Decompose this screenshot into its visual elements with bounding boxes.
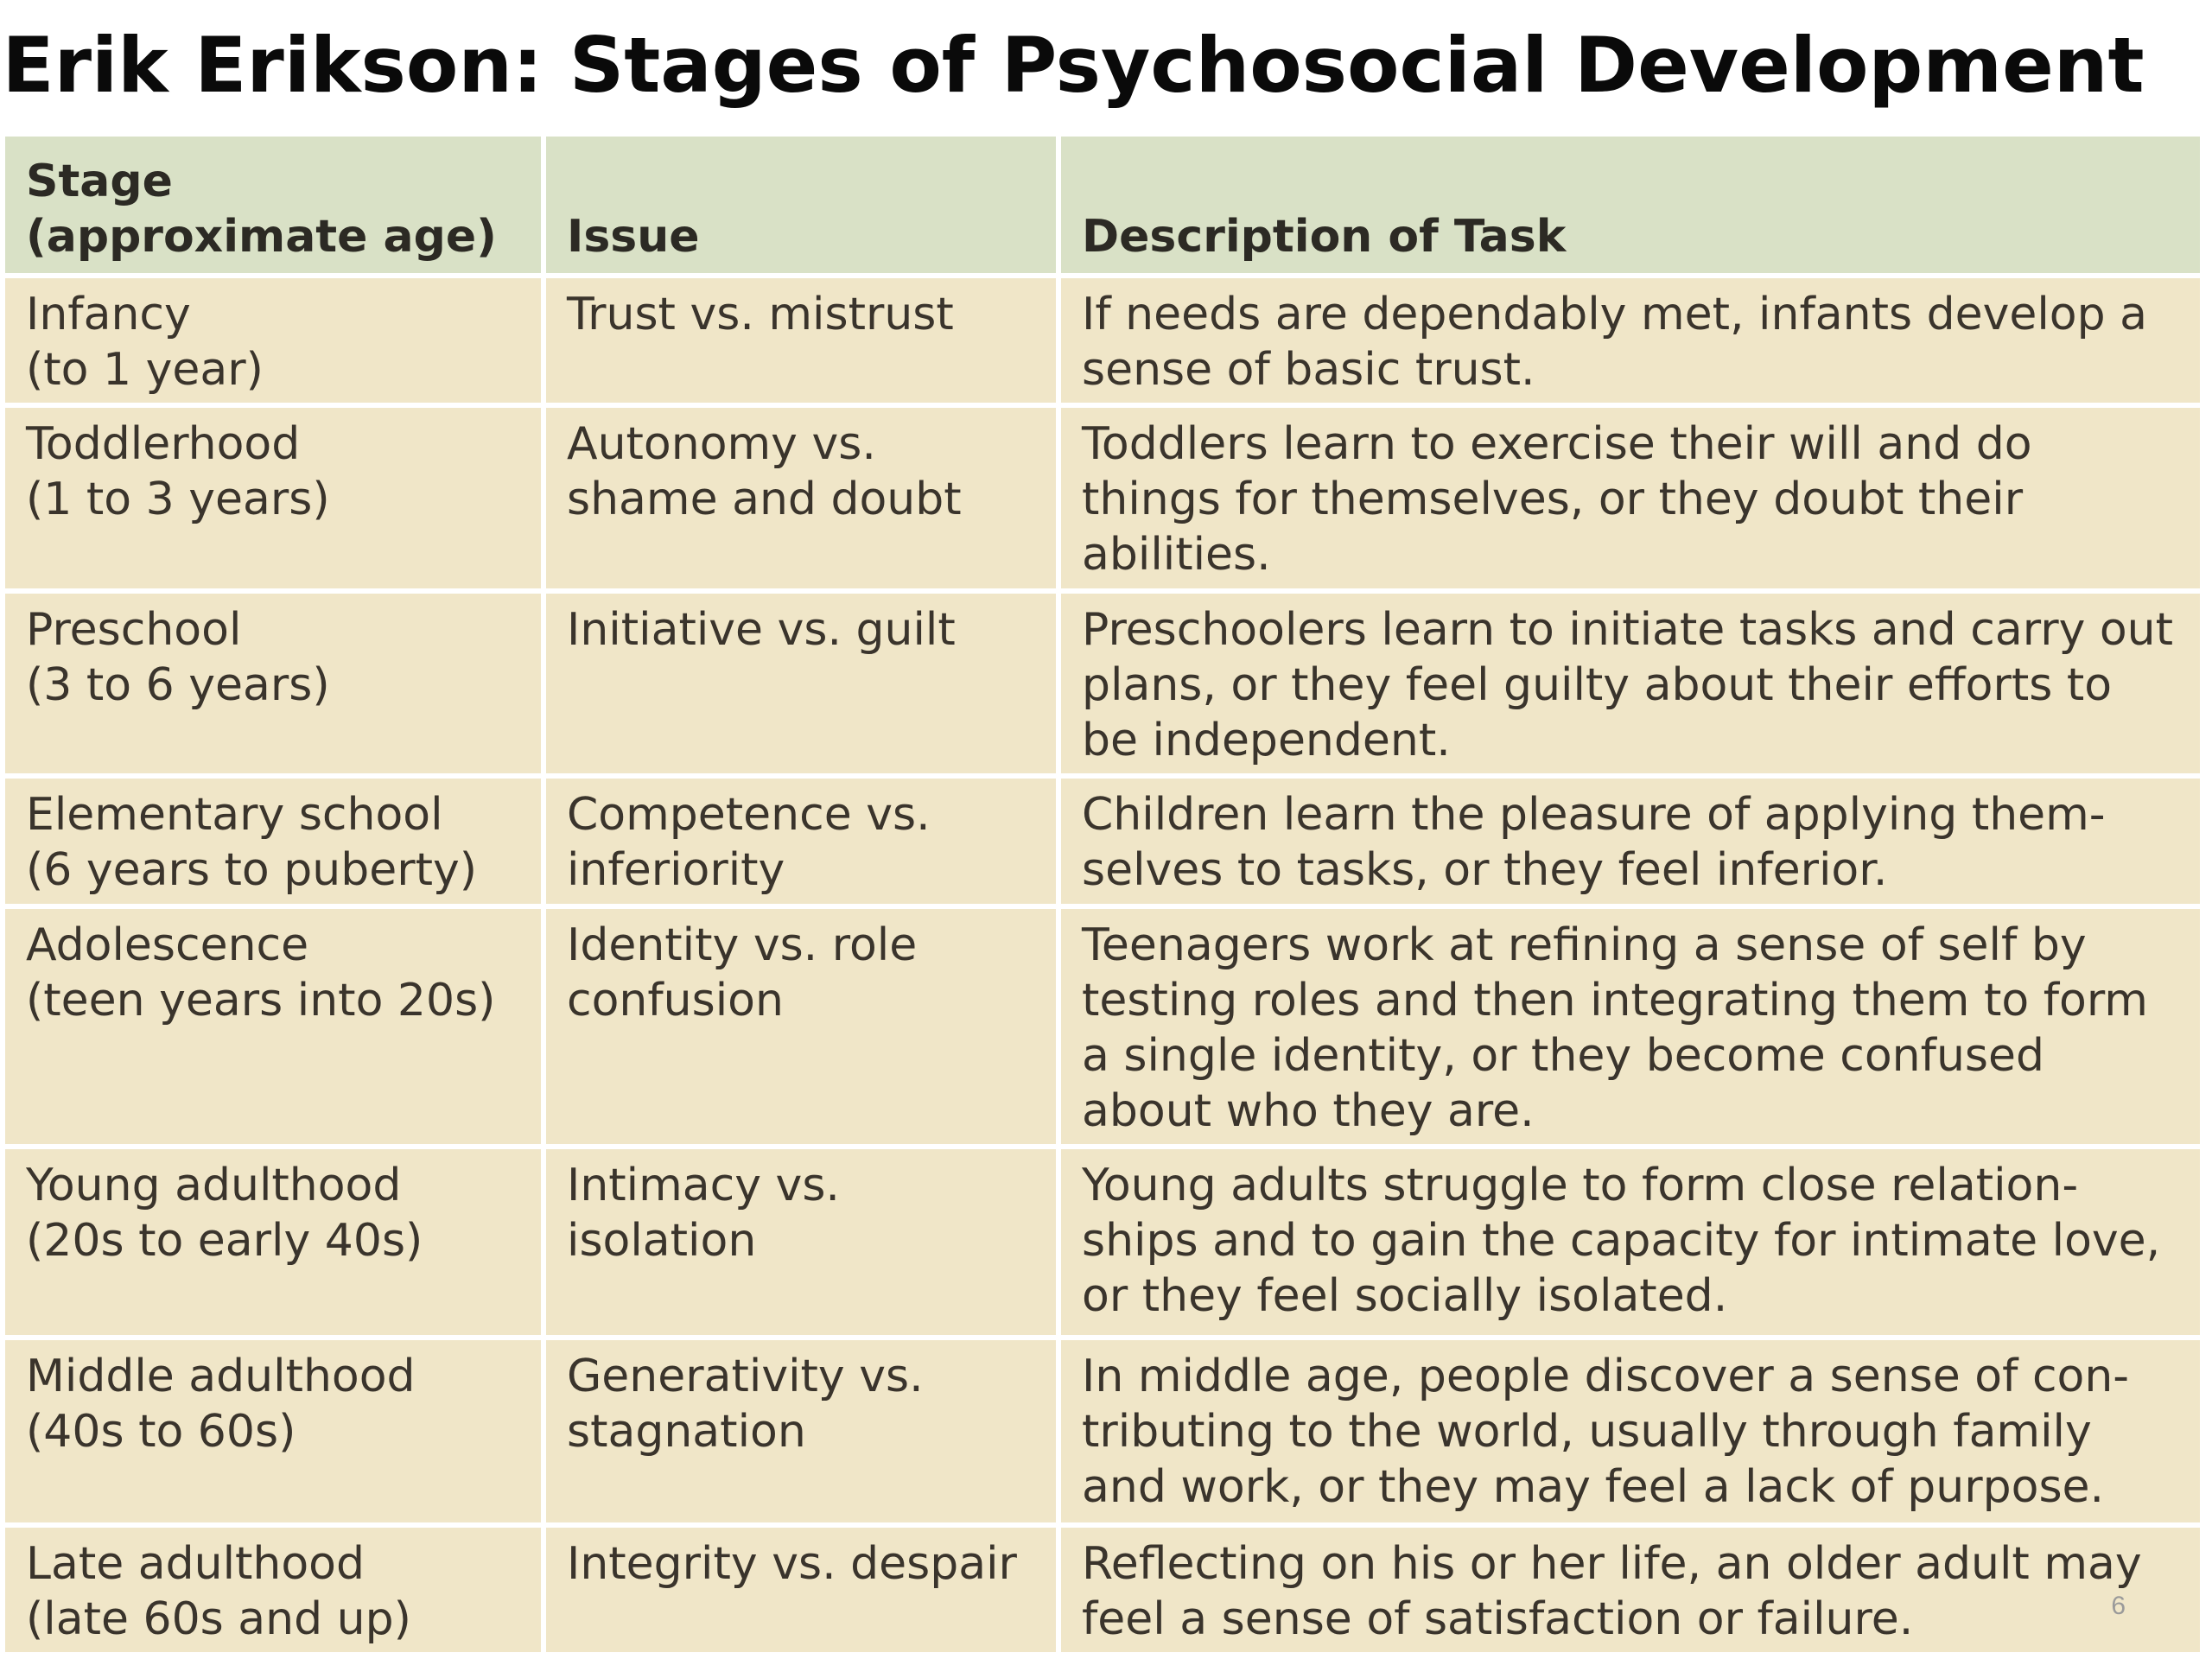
- page-number: 6: [2111, 1592, 2126, 1620]
- issue-cell: Competence vs. inferiority: [546, 779, 1056, 903]
- description-cell: If needs are dependably met, infants develop a sense of basic trust.: [1061, 278, 2200, 403]
- table-row: [5, 1149, 2200, 1335]
- description-cell: Teenagers work at refining a sense of self by testing roles and then integrating them to form a single identity, or they become confused about who they are.: [1061, 909, 2200, 1145]
- stage-cell: Preschool (3 to 6 years): [5, 594, 541, 774]
- stage-cell: Infancy (to 1 year): [5, 278, 541, 403]
- table-row: [5, 779, 2200, 903]
- description-cell: In middle age, people discover a sense of con-tributing to the world, usually through family and work, or they may feel a lack of purpose.: [1061, 1340, 2200, 1522]
- table-row: [5, 1340, 2200, 1522]
- issue-cell: Generativity vs. stagnation: [546, 1340, 1056, 1522]
- issue-cell: Initiative vs. guilt: [546, 594, 1056, 774]
- erikson-stages-table: [0, 131, 2205, 1657]
- description-cell: Preschoolers learn to initiate tasks and carry out plans, or they feel guilty about their efforts to be independent.: [1061, 594, 2200, 774]
- table-row: [5, 1528, 2200, 1652]
- stage-cell: Toddlerhood (1 to 3 years): [5, 408, 541, 588]
- stage-cell: Young adulthood (20s to early 40s): [5, 1149, 541, 1335]
- issue-cell: Identity vs. role confusion: [546, 909, 1056, 1145]
- description-cell: Toddlers learn to exercise their will and do things for themselves, or they doubt their abilities.: [1061, 408, 2200, 588]
- table-row: [5, 909, 2200, 1145]
- issue-cell: Autonomy vs. shame and doubt: [546, 408, 1056, 588]
- page-title: Erik Erikson: Stages of Psychosocial Development: [2, 21, 2145, 110]
- issue-cell: Integrity vs. despair: [546, 1528, 1056, 1652]
- header-stage: Stage (approximate age): [5, 137, 541, 273]
- stage-cell: Adolescence (teen years into 20s): [5, 909, 541, 1145]
- description-cell: Reflecting on his or her life, an older adult may feel a sense of satisfaction or failure.: [1061, 1528, 2200, 1652]
- description-cell: Young adults struggle to form close relation-ships and to gain the capacity for intimate love, or they feel socially isolated.: [1061, 1149, 2200, 1335]
- description-cell: Children learn the pleasure of applying them-selves to tasks, or they feel inferior.: [1061, 779, 2200, 903]
- stage-cell: Elementary school (6 years to puberty): [5, 779, 541, 903]
- issue-cell: Trust vs. mistrust: [546, 278, 1056, 403]
- table-header-row: [5, 137, 2200, 273]
- header-issue: Issue: [546, 137, 1056, 273]
- stage-cell: Late adulthood (late 60s and up): [5, 1528, 541, 1652]
- table-row: [5, 408, 2200, 588]
- table-row: [5, 594, 2200, 774]
- table-row: [5, 278, 2200, 403]
- issue-cell: Intimacy vs. isolation: [546, 1149, 1056, 1335]
- stage-cell: Middle adulthood (40s to 60s): [5, 1340, 541, 1522]
- header-description: Description of Task: [1061, 137, 2200, 273]
